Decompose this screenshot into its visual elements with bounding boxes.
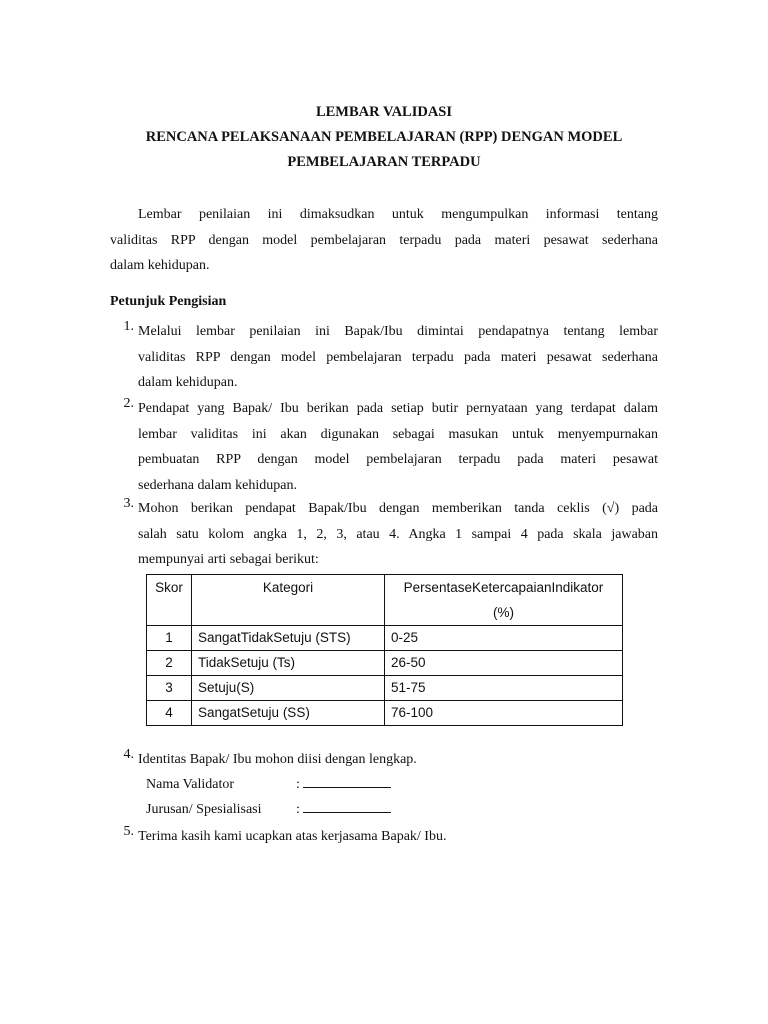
validator-name-label: Nama Validator — [146, 777, 234, 792]
intro-line-3: dalam kehidupan. — [110, 258, 210, 273]
document-title — [100, 100, 668, 175]
item-5-line-1: Terima kasih kami ucapkan atas kerjasama Bapak/ Ibu. — [138, 829, 447, 844]
table-row — [147, 651, 623, 676]
cell-kategori: Setuju(S) — [192, 676, 385, 701]
cell-persentase: 26-50 — [385, 651, 623, 676]
item-1-line-2: validitas RPP dengan model pembelajaran terpadu pada materi pesawat sederhana — [138, 349, 658, 365]
cell-persentase: 0-25 — [385, 626, 623, 651]
title-line-1: LEMBAR VALIDASI — [315, 104, 453, 120]
instructions-heading: Petunjuk Pengisian — [110, 294, 227, 309]
list-number: 2. — [123, 396, 134, 411]
specialization-field[interactable] — [303, 798, 391, 813]
cell-kategori: SangatTidakSetuju (STS) — [192, 626, 385, 651]
field-separator: : — [296, 802, 300, 817]
item-3-line-3: mempunyai arti sebagai berikut: — [138, 552, 319, 567]
item-1-line-3: dalam kehidupan. — [138, 375, 238, 390]
validator-name-field[interactable] — [303, 773, 391, 788]
cell-skor: 2 — [147, 651, 192, 676]
item-2-line-1: Pendapat yang Bapak/ Ibu berikan pada setiap butir pernyataan yang terdapat dalam — [138, 401, 658, 416]
list-number: 3. — [123, 496, 134, 511]
intro-line-1: Lembar penilaian ini dimaksudkan untuk mengumpulkan informasi tentang — [138, 207, 658, 222]
item-3-line-1: Mohon berikan pendapat Bapak/Ibu dengan memberikan tanda ceklis (√) pada — [138, 501, 658, 516]
specialization-label: Jurusan/ Spesialisasi — [146, 802, 262, 817]
list-number: 5. — [123, 824, 134, 839]
header-persentase-line-1: PersentaseKetercapaianIndikator — [403, 580, 604, 595]
item-2-line-3: pembuatan RPP dengan model pembelajaran terpadu pada materi pesawat — [138, 452, 658, 467]
item-2-line-4: sederhana dalam kehidupan. — [138, 477, 297, 493]
header-persentase — [385, 575, 623, 626]
cell-kategori: SangatSetuju (SS) — [192, 701, 385, 726]
rating-scale-table — [146, 574, 623, 726]
field-separator: : — [296, 777, 300, 792]
header-skor: Skor — [147, 575, 192, 626]
cell-skor: 1 — [147, 626, 192, 651]
list-number: 1. — [123, 319, 134, 334]
header-kategori: Kategori — [192, 575, 385, 626]
cell-persentase: 51-75 — [385, 676, 623, 701]
item-2-line-2: lembar validitas ini akan digunakan sebagai masukan untuk menyempurnakan — [138, 426, 658, 442]
intro-paragraph — [110, 202, 658, 279]
list-number: 4. — [123, 747, 134, 762]
table-row — [147, 676, 623, 701]
title-line-2: RENCANA PELAKSANAAN PEMBELAJARAN (RPP) DENGAN MODEL — [145, 129, 623, 145]
table-header-row — [147, 575, 623, 626]
validator-name-row — [146, 772, 391, 797]
cell-persentase: 76-100 — [385, 701, 623, 726]
table-row — [147, 626, 623, 651]
item-3-line-2: salah satu kolom angka 1, 2, 3, atau 4. Angka 1 sampai 4 pada skala jawaban — [138, 526, 658, 542]
item-1-line-1: Melalui lembar penilaian ini Bapak/Ibu dimintai pendapatnya tentang lembar — [138, 324, 658, 339]
table-row — [147, 701, 623, 726]
specialization-row — [146, 797, 391, 822]
cell-skor: 4 — [147, 701, 192, 726]
title-line-3: PEMBELAJARAN TERPADU — [287, 154, 481, 170]
item-4-line-1: Identitas Bapak/ Ibu mohon diisi dengan lengkap. — [138, 752, 417, 767]
intro-line-2: validitas RPP dengan model pembelajaran terpadu pada materi pesawat sederhana — [110, 232, 658, 248]
header-persentase-line-2: (%) — [493, 605, 514, 620]
cell-skor: 3 — [147, 676, 192, 701]
cell-kategori: TidakSetuju (Ts) — [192, 651, 385, 676]
